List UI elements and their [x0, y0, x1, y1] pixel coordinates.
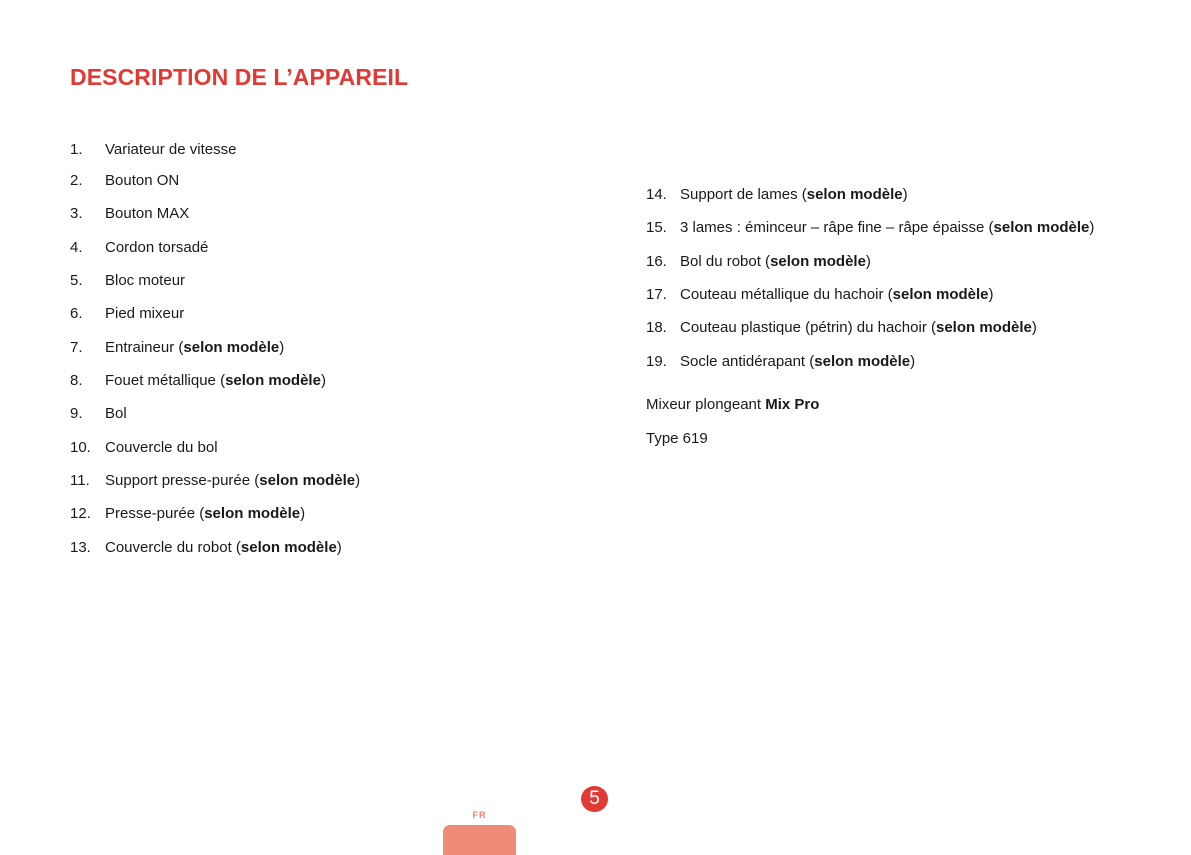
item-text: Support de lames (selon modèle) — [680, 186, 908, 203]
item-number: 5. — [70, 272, 83, 289]
item-text — [105, 404, 127, 424]
item-number: 2. — [70, 172, 83, 189]
item-number: 17. — [646, 286, 667, 303]
model-qualifier: selon modèle — [936, 319, 1032, 336]
model-qualifier: selon modèle — [806, 186, 903, 203]
model-qualifier: selon modèle — [770, 253, 866, 270]
item-text: Bol du robot (selon modèle) — [680, 253, 871, 270]
language-label: FR — [472, 810, 487, 820]
item-number: 4. — [70, 239, 83, 256]
language-tab — [443, 825, 516, 855]
product-name-line — [646, 395, 819, 415]
item-label: Couteau métallique du hachoir — [680, 286, 884, 303]
item-text: 3 lames : éminceur – râpe fine – râpe épaisse (selon modèle) — [680, 219, 1095, 236]
item-text — [105, 438, 218, 458]
model-qualifier: selon modèle — [240, 539, 337, 556]
item-number: 18. — [646, 319, 667, 336]
item-number: 15. — [646, 219, 667, 236]
item-label: Variateur de vitesse — [105, 141, 237, 158]
item-label: Presse-purée — [105, 505, 196, 522]
item-number: 6. — [70, 305, 83, 322]
product-type: Type 619 — [646, 430, 708, 447]
item-text: Entraineur (selon modèle) — [105, 339, 285, 356]
item-number: 19. — [646, 353, 667, 370]
item-text: Support presse-purée (selon modèle) — [105, 472, 361, 489]
item-number: 16. — [646, 253, 667, 270]
product-prefix: Mixeur plongeant — [646, 396, 762, 413]
item-text: Couvercle du robot (selon modèle) — [105, 539, 342, 556]
item-text — [105, 171, 179, 191]
item-label: Support presse-purée — [105, 472, 251, 489]
model-qualifier: selon modèle — [814, 353, 911, 370]
page-title: DESCRIPTION DE L’APPAREIL — [70, 64, 409, 90]
model-qualifier: selon modèle — [204, 505, 301, 522]
item-label: Couteau plastique (pétrin) du hachoir — [680, 319, 927, 336]
model-qualifier: selon modèle — [993, 219, 1090, 236]
item-number: 14. — [646, 186, 667, 203]
item-number: 13. — [70, 539, 91, 556]
item-number: 10. — [70, 439, 91, 456]
item-text: Socle antidérapant (selon modèle) — [680, 353, 916, 370]
model-qualifier: selon modèle — [225, 372, 321, 389]
item-label: Bol du robot — [680, 253, 761, 270]
item-label: Couvercle du bol — [105, 439, 218, 456]
item-label: Bouton MAX — [105, 205, 190, 222]
item-number: 7. — [70, 339, 83, 356]
item-label: Bol — [105, 405, 127, 422]
item-label: Bouton ON — [105, 172, 180, 189]
model-qualifier: selon modèle — [259, 472, 356, 489]
item-text — [105, 271, 185, 291]
item-text — [105, 140, 236, 160]
item-number: 3. — [70, 205, 83, 222]
item-text: Couteau plastique (pétrin) du hachoir (selon modèle) — [680, 319, 1037, 336]
item-number: 11. — [70, 472, 90, 489]
item-number: 12. — [70, 505, 91, 522]
item-text — [105, 304, 184, 324]
model-qualifier: selon modèle — [183, 339, 280, 356]
item-number: 8. — [70, 372, 83, 389]
item-text: Presse-purée (selon modèle) — [105, 505, 306, 522]
item-label: Socle antidérapant — [680, 353, 806, 370]
item-text — [105, 204, 189, 224]
item-text — [105, 238, 208, 258]
item-label: Couvercle du robot — [105, 539, 232, 556]
item-label: Cordon torsadé — [105, 239, 209, 256]
product-name: Mix Pro — [765, 396, 820, 413]
model-qualifier: selon modèle — [892, 286, 989, 303]
item-text: Couteau métallique du hachoir (selon modèle) — [680, 286, 994, 303]
item-number: 9. — [70, 405, 83, 422]
item-label: Bloc moteur — [105, 272, 186, 289]
item-label: Entraineur — [105, 339, 175, 356]
page-number-badge: 5 — [581, 786, 608, 812]
item-label: Pied mixeur — [105, 305, 185, 322]
item-label: Support de lames — [680, 186, 798, 203]
item-label: Fouet métallique — [105, 372, 216, 389]
item-number: 1. — [70, 141, 83, 158]
item-label: 3 lames : éminceur – râpe fine – râpe épaisse — [680, 219, 985, 236]
item-text: Fouet métallique (selon modèle) — [105, 372, 326, 389]
